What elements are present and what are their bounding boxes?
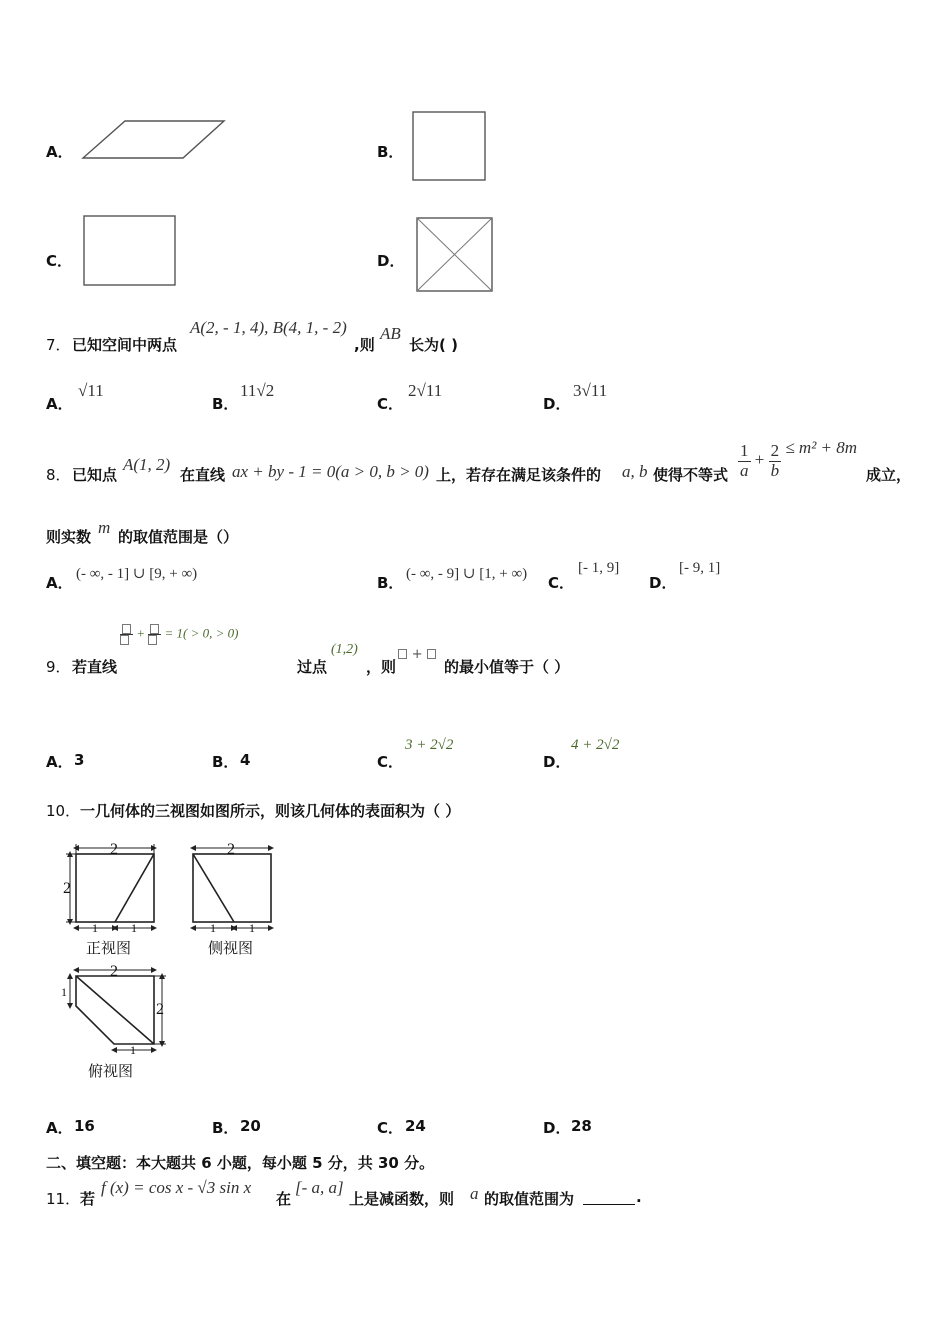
top-view-left-dim: 1 (61, 985, 67, 999)
q8-option-c-value: [- 1, 9] (578, 560, 620, 576)
q9-option-b-value: 4 (240, 751, 251, 769)
q11-function: f (x) = cos x - √3 sin x (101, 1178, 252, 1197)
q11-answer-blank[interactable] (583, 1190, 635, 1209)
q9-line-equation: + = 1( > 0, > 0) (120, 624, 239, 645)
q8-line-equation: ax + by - 1 = 0(a > 0, b > 0) (232, 462, 429, 481)
q9-option-a-label: A． (46, 753, 73, 771)
q8-text-1: 已知点 (72, 466, 118, 484)
top-view-caption: 俯视图 (88, 1064, 134, 1080)
side-view-bottom-dim-2: 1 (249, 921, 255, 935)
q8-option-d-label: D． (649, 574, 677, 592)
q9-placeholder-box (148, 635, 157, 645)
rectangle-figure (82, 214, 178, 288)
q10-option-c-value: 24 (405, 1117, 426, 1135)
three-views-figure (58, 836, 288, 1086)
q6-option-c-label: C． (46, 252, 73, 270)
q9-number: 9． (46, 658, 71, 676)
q9-text-2: 过点 (297, 658, 328, 676)
q8-line2-text-a: 则实数 (46, 528, 92, 546)
q6-option-d-label: D． (377, 252, 405, 270)
q9-option-c-value: 3 + 2√2 (405, 737, 454, 753)
q11-end: . (636, 1188, 642, 1206)
side-view (193, 841, 271, 957)
q7-option-a-value: √11 (78, 381, 104, 400)
q7-option-d-label: D． (543, 395, 571, 413)
q8-line2-text-b: 的取值范围是（） (118, 528, 239, 546)
q8-inequality (738, 438, 857, 480)
q10-option-a-value: 16 (74, 1117, 95, 1135)
q6-option-a-label: A． (46, 143, 73, 161)
q9-text-3: ，则 (366, 658, 397, 676)
front-view-left-dim: 2 (63, 880, 71, 897)
top-view-top-dim: 2 (110, 963, 118, 980)
front-view-caption: 正视图 (86, 941, 132, 957)
q8-inequality-rhs: ≤ m² + 8m (785, 438, 858, 457)
q8-fraction-1-den: a (740, 460, 749, 480)
q7-option-c-value: 2√11 (408, 381, 443, 400)
q8-fraction-2 (769, 442, 782, 480)
side-view-bottom-dim-1: 1 (210, 921, 216, 935)
q11-text-3: 上是减函数，则 (349, 1190, 455, 1208)
q11-text-1: 若 (80, 1190, 96, 1208)
q9-placeholder-box (427, 649, 436, 659)
q7-mid: ,则 (354, 336, 375, 354)
front-view-bottom-dim-2: 1 (131, 921, 137, 935)
q10-option-d-value: 28 (571, 1117, 592, 1135)
q9-expression (398, 644, 436, 662)
q7-segment: AB (380, 324, 401, 343)
q9-eq-fraction-1 (120, 624, 133, 645)
q6-option-b-label: B． (377, 143, 404, 161)
front-view-bottom-dim-1: 1 (92, 921, 98, 935)
q7-points: A(2, - 1, 4), B(4, 1, - 2) (190, 318, 347, 337)
q9-option-d-value: 4 + 2√2 (571, 737, 620, 753)
q11-text-4: 的取值范围为 (484, 1190, 575, 1208)
q10-option-c-label: C． (377, 1119, 404, 1137)
q8-text-5: 成立， (866, 466, 912, 484)
q11-interval: [- a, a] (295, 1178, 344, 1197)
q9-text-1: 若直线 (72, 658, 118, 676)
q8-option-c-label: C． (548, 574, 575, 592)
q8-fraction-2-den: b (770, 460, 780, 480)
q7-option-d-value: 3√11 (573, 381, 608, 400)
q9-option-c-label: C． (377, 753, 404, 771)
section-2-heading: 二、填空题：本大题共 6 小题，每小题 5 分，共 30 分。 (46, 1154, 435, 1172)
q8-option-b-value: (- ∞, - 9] ∪ [1, + ∞) (406, 566, 528, 582)
q7-number: 7． (46, 336, 71, 354)
q9-expr-plus: + (411, 647, 423, 662)
side-view-caption: 侧视图 (208, 941, 254, 957)
q8-m: m (98, 518, 111, 537)
q10-option-a-label: A． (46, 1119, 73, 1137)
q10-option-b-label: B． (212, 1119, 239, 1137)
q8-number: 8． (46, 466, 71, 484)
q9-option-a-value: 3 (74, 751, 85, 769)
q11-text-2: 在 (276, 1190, 292, 1208)
q8-text-3: 上，若存在满足该条件的 (436, 466, 602, 484)
q10-option-d-label: D． (543, 1119, 571, 1137)
q8-text-2: 在直线 (180, 466, 226, 484)
q10-text: 一几何体的三视图如图所示，则该几何体的表面积为（ ） (80, 802, 461, 820)
front-view (63, 841, 154, 957)
front-view-top-dim: 2 (110, 841, 118, 858)
q7-prefix: 已知空间中两点 (72, 336, 178, 354)
q9-placeholder-box (150, 624, 159, 634)
q9-point: (1,2) (331, 642, 358, 657)
q7-option-b-label: B． (212, 395, 239, 413)
top-view (61, 963, 166, 1080)
square-figure (411, 110, 487, 182)
q10-number: 10． (46, 802, 81, 820)
q8-fraction-1 (738, 442, 751, 480)
parallelogram-figure (80, 118, 228, 162)
q7-suffix: 长为( ) (409, 336, 458, 354)
q8-vars: a, b (622, 462, 648, 481)
q9-placeholder-box (120, 635, 129, 645)
q11-number: 11． (46, 1190, 81, 1208)
top-view-right-dim: 2 (156, 1001, 164, 1018)
q8-text-4: 使得不等式 (653, 466, 729, 484)
side-view-top-dim: 2 (227, 841, 235, 858)
q8-fraction-2-num: 2 (770, 440, 780, 460)
q10-option-b-value: 20 (240, 1117, 261, 1135)
q11-a: a (470, 1184, 479, 1203)
q7-option-c-label: C． (377, 395, 404, 413)
q8-option-b-label: B． (377, 574, 404, 592)
q8-point: A(1, 2) (123, 455, 171, 474)
q9-eq-fraction-2 (148, 624, 161, 645)
q9-option-b-label: B． (212, 753, 239, 771)
q8-option-a-value: (- ∞, - 1] ∪ [9, + ∞) (76, 566, 198, 582)
q9-option-d-label: D． (543, 753, 571, 771)
crossed-square-figure (415, 216, 495, 294)
q8-fraction-1-num: 1 (740, 440, 749, 460)
q8-plus: + (754, 450, 765, 469)
q7-option-b-value: 11√2 (240, 381, 275, 400)
q9-text-4: 的最小值等于（ ） (444, 658, 570, 676)
q9-eq-rest: = 1( > 0, > 0) (164, 625, 239, 641)
q7-option-a-label: A． (46, 395, 73, 413)
q8-option-a-label: A． (46, 574, 73, 592)
q8-option-d-value: [- 9, 1] (679, 560, 721, 576)
q9-placeholder-box (122, 624, 131, 634)
q9-placeholder-box (398, 649, 407, 659)
top-view-bottom-dim: 1 (130, 1043, 136, 1057)
